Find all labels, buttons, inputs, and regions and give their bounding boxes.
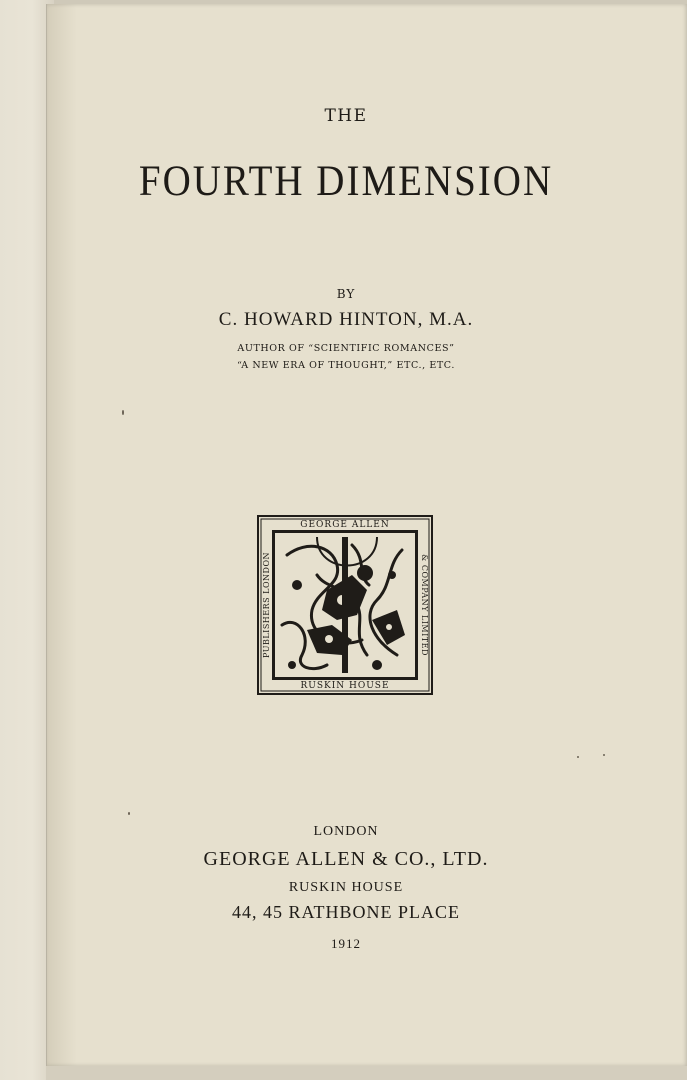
emblem-right-text: & COMPANY LIMITED: [420, 554, 429, 656]
by-line: BY: [336, 287, 356, 301]
emblem-top-text: GEORGE ALLEN: [300, 520, 390, 530]
publisher-address: 44, 45 RATHBONE PLACE: [231, 902, 460, 922]
author-credit-line-1: AUTHOR OF “SCIENTIFIC ROMANCES”: [237, 343, 455, 354]
book-title: FOURTH DIMENSION: [138, 157, 554, 206]
page-bottom-edge: [46, 1066, 687, 1080]
publisher-emblem: [257, 515, 433, 695]
emblem-bottom-text: RUSKIN HOUSE: [300, 681, 390, 691]
author-name: C. HOWARD HINTON, M.A.: [218, 309, 474, 330]
author-credit-line-2: “A NEW ERA OF THOUGHT,” ETC., ETC.: [237, 360, 455, 371]
publication-year: 1912: [331, 936, 361, 951]
paper-speck: [122, 410, 124, 415]
title-article: THE: [324, 106, 368, 126]
paper-speck: [128, 812, 130, 815]
publication-place: LONDON: [313, 824, 379, 839]
paper-speck: [603, 754, 605, 756]
publisher-emblem-graphic: [257, 515, 433, 695]
paper-speck: [577, 756, 579, 758]
publisher-name: GEORGE ALLEN & CO., LTD.: [203, 848, 489, 870]
emblem-left-text: PUBLISHERS LONDON: [262, 551, 271, 659]
publisher-house: RUSKIN HOUSE: [288, 880, 404, 895]
